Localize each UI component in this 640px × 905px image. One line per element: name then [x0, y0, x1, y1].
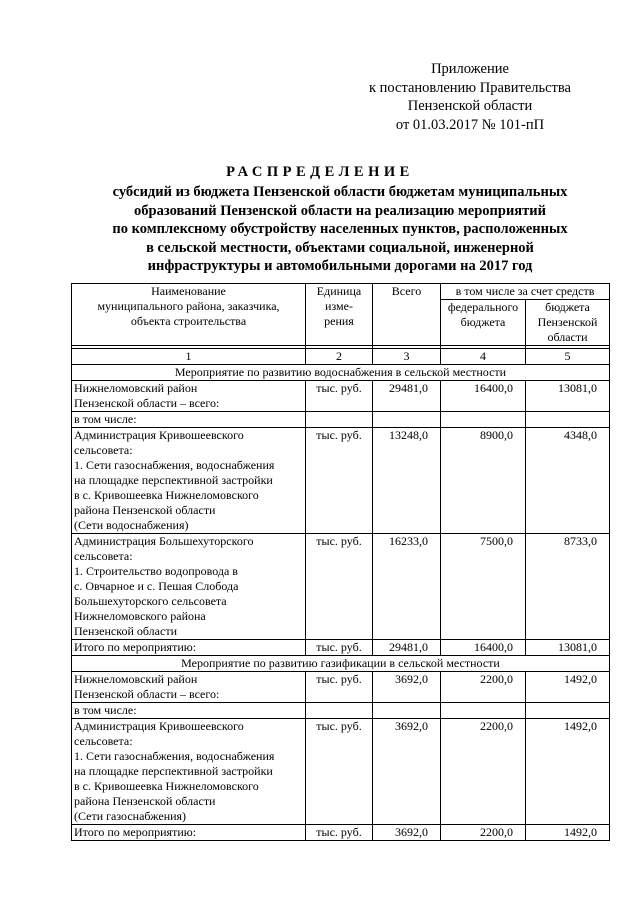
table-row	[72, 381, 610, 412]
row-federal: 16400,0	[441, 381, 526, 412]
row-regional: 4348,0	[526, 428, 610, 534]
row-federal: 2200,0	[441, 672, 526, 703]
subtitle-line: образований Пензенской области на реализацию мероприятий	[134, 202, 546, 219]
subtitle-line: по комплексному обустройству населенных пунктов, расположенных	[112, 221, 568, 237]
row-name: в том числе:	[72, 703, 306, 719]
row-name: Администрация Большехуторского сельсовета: 1. Строительство водопровода в с. Овчарное и с. Пешая Слобода Большехуторского сельсовета Нижнеломовского района Пензенской области	[72, 534, 306, 640]
row-federal: 2200,0	[441, 825, 526, 841]
column-number: 1	[72, 349, 306, 365]
row-regional: 13081,0	[526, 640, 610, 656]
row-total: 29481,0	[373, 640, 441, 656]
row-federal: 2200,0	[441, 719, 526, 825]
header-total: Всего	[373, 284, 441, 346]
row-name: Нижнеломовский район Пензенской области – всего:	[72, 672, 306, 703]
row-name: Нижнеломовский район Пензенской области – всего:	[72, 381, 306, 412]
table-row	[72, 672, 610, 703]
appendix-line: от 01.03.2017 № 101-пП	[395, 116, 545, 133]
column-numbers-row	[72, 349, 610, 365]
row-total: 29481,0	[373, 381, 441, 412]
appendix-line: Приложение	[431, 61, 509, 77]
subtitle-line: субсидий из бюджета Пензенской области бюджетам муниципальных	[112, 184, 568, 200]
row-federal: 8900,0	[441, 428, 526, 534]
header-regional: бюджета Пензенской области	[526, 300, 610, 346]
row-unit: тыс. руб.	[306, 534, 373, 640]
table-row	[72, 703, 610, 719]
row-name: Администрация Кривошеевского сельсовета: 1. Сети газоснабжения, водоснабжения на площадке перспективной застройки в с. Кривошеевка Нижнеломовского района Пензенской области (Сети газоснабжения)	[72, 719, 306, 825]
subtitle-line: инфраструктуры и автомобильными дорогами на 2017 год	[147, 258, 533, 274]
row-unit: тыс. руб.	[306, 428, 373, 534]
subtitle-line: в сельской местности, объектами социальной, инженерной	[146, 239, 534, 256]
row-regional: 13081,0	[526, 381, 610, 412]
section-title: Мероприятие по развитию газификации в сельской местности	[72, 656, 610, 672]
column-number: 2	[306, 349, 373, 365]
appendix-line: к постановлению Правительства	[369, 79, 571, 96]
row-name: Итого по мероприятию:	[72, 825, 306, 841]
summary-row	[72, 640, 610, 656]
section-title-row	[72, 656, 610, 672]
row-regional: 8733,0	[526, 534, 610, 640]
appendix-line: Пензенской области	[407, 98, 533, 114]
row-regional: 1492,0	[526, 825, 610, 841]
row-total: 16233,0	[373, 534, 441, 640]
row-total: 3692,0	[373, 719, 441, 825]
row-unit: тыс. руб.	[306, 381, 373, 412]
row-name: Итого по мероприятию:	[72, 640, 306, 656]
row-total: 13248,0	[373, 428, 441, 534]
row-unit: тыс. руб.	[306, 825, 373, 841]
column-number: 3	[373, 349, 441, 365]
table-row	[72, 719, 610, 825]
appendix-block	[330, 60, 610, 134]
row-total: 3692,0	[373, 825, 441, 841]
row-total: 3692,0	[373, 672, 441, 703]
column-number: 5	[526, 349, 610, 365]
row-unit: тыс. руб.	[306, 719, 373, 825]
header-row	[72, 284, 610, 300]
document-title: РАСПРЕДЕЛЕНИЕ	[226, 164, 414, 180]
row-name: в том числе:	[72, 412, 306, 428]
header-unit: Единица изме- рения	[306, 284, 373, 346]
row-regional: 1492,0	[526, 672, 610, 703]
row-name: Администрация Кривошеевского сельсовета: 1. Сети газоснабжения, водоснабжения на площадке перспективной застройки в с. Кривошеевка Нижнеломовского района Пензенской области (Сети водоснабжения)	[72, 428, 306, 534]
section-title: Мероприятие по развитию водоснабжения в сельской местности	[72, 365, 610, 381]
row-federal: 7500,0	[441, 534, 526, 640]
row-federal: 16400,0	[441, 640, 526, 656]
header-federal: федерального бюджета	[441, 300, 526, 346]
distribution-table	[71, 283, 610, 841]
row-unit: тыс. руб.	[306, 640, 373, 656]
document-subtitle	[40, 183, 640, 276]
row-unit: тыс. руб.	[306, 672, 373, 703]
table-row	[72, 428, 610, 534]
header-name: Наименование муниципального района, заказчика, объекта строительства	[72, 284, 306, 346]
table-row	[72, 412, 610, 428]
table-row	[72, 534, 610, 640]
header-including: в том числе за счет средств	[441, 284, 610, 300]
row-regional: 1492,0	[526, 719, 610, 825]
section-title-row	[72, 365, 610, 381]
column-number: 4	[441, 349, 526, 365]
summary-row	[72, 825, 610, 841]
